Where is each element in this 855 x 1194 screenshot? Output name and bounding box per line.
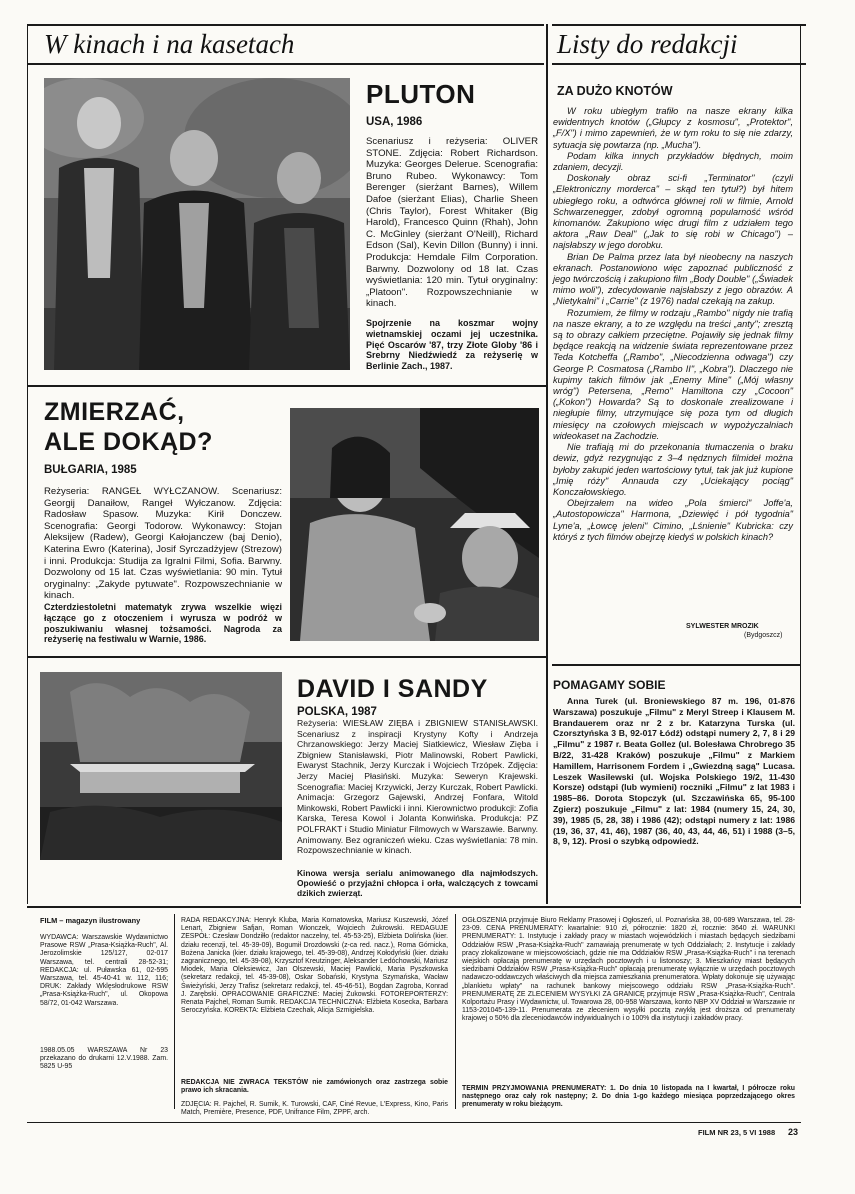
divider-right	[552, 664, 800, 666]
zmierzac-summary: Czterdziestoletni matematyk zrywa wszelkie więzi łączące go z otoczeniem i wyrusza w podróż w poszukiwaniu własnej tożsamości. Nagroda za reżyserię na festiwalu w Warnie, 1986.	[44, 602, 282, 645]
letter-paragraph: W roku ubiegłym trafiło na nasze ekrany kilka ewidentnych knotów („Głupcy z kosmosu", „Protektor", „F/X") i mimo zapewnień, że w tym roku to się nie zdarzy, sytuacja się powtarza (np. „Mucha").	[553, 106, 793, 150]
zmierzac-title-line2: ALE DOKĄD?	[44, 428, 213, 456]
david-credits: Reżyseria: WIESŁAW ZIĘBA i ZBIGNIEW STANISŁAWSKI. Scenariusz z inspiracji Krystyny Kofty i Andrzeja Chrzanowskiego: Jerzy Maciej Siatkiewicz, Wiesław Zięba i Zbigniew Stanisławski, Piotr Malinowski, Robert Pawlicki, Ewaryst Stachnik, Jerzy Kurczak i Wojciech Trzópek. Zdjęcia: Jerzy Maciej Płasiński. Muzyka: Seweryn Krajewski. Scenografia: Maciej Krzywicki, Jerzy Kurczak, Robert Pawlicki. Animacja: Grzegorz Gajewski, Andrzej Fonfara, Witold Minkowski, Robert Pawlicki i inni. Kierownictwo produkcji: Zofia Karska, Teresa Kowol i Jolanta Konwińska. Produkcja: PZ POLFRAKT i Studio Miniatur Filmowych w Warszawie. Barwny. Animowany. Bez ograniczeń wieku. Czas wyświetlania: 78 min. Rozpowszechnianie w kinach.	[297, 718, 538, 856]
top-rule-right	[552, 24, 806, 26]
page-footer-issue: FILM NR 23, 5 VI 1988	[698, 1128, 776, 1137]
david-country: POLSKA, 1987	[297, 706, 377, 718]
pomagamy-title: POMAGAMY SOBIE	[553, 678, 666, 692]
masthead-divider-1	[174, 914, 175, 1109]
david-summary: Kinowa wersja serialu animowanego dla najmłodszych. Opowieść o przyjaźni chłopca i orła, walczących z towcami dzikich zwierząt.	[297, 868, 538, 899]
zmierzac-photo	[290, 408, 539, 641]
header-rule-right	[552, 63, 806, 65]
section-title-left: W kinach i na kasetach	[44, 29, 295, 59]
letter-body	[553, 106, 793, 543]
column-divider	[546, 24, 548, 904]
masthead-photos: ZDJĘCIA: R. Pajchel, R. Sumik, K. Turowski, CAF, Ciné Revue, L'Express, Kino, Paris Match, Première, Presence, PDF, Unifrance Film, ZPPF, arch.	[181, 1101, 448, 1117]
masthead-divider-2	[455, 914, 456, 1109]
header-rule-left	[27, 63, 544, 65]
letter-signature-name: SYLWESTER MROZIK	[686, 623, 759, 630]
masthead-print-info: 1988.05.05 WARSZAWA Nr 23 przekazano do drukarni 12.V.1988. Zam. 5825 U-95	[40, 1047, 168, 1071]
zmierzac-country: BUŁGARIA, 1985	[44, 464, 137, 476]
letter-paragraph: Brian De Palma przez lata był nieobecny na naszych ekranach. Postanowiono więc zapoznać publiczność z jego twórczością i zakupiono film „Body Double" („Świadek mimo woli"), zdecydowanie najsłabszy z jego obrazów. A „Nietykalni" i „Carrie" (z 1976) nadal czekają na zakup.	[553, 251, 793, 307]
zmierzac-title-line1: ZMIERZAĆ,	[44, 398, 185, 426]
masthead-editorial-board: RADA REDAKCYJNA: Henryk Kluba, Maria Kornatowska, Mariusz Kuszewski, Józef Lenart, Zbigniew Safjan, Roman Wionczek, Wojciech Żukrowski. REDAGUJE ZESPÓŁ: Czesław Dondziłło (redaktor naczelny, tel. 45-53-25), Elżbieta Dolińska (kier. działu recenzji, tel. 45-39-09), Bogumił Drozdowski (z-ca red. nacz.), Roma Górnicka, Bożena Janicka (kier. działu krajowego, tel. 45-39-08), Andrzej Kołodyński (kier. działu zagranicznego, tel. 45-39-08), Krzysztof Kreutzinger, Aleksander Ledóchowski, Mariusz Miodek, Maria Oleksiewicz, Jan Olszewski, Maciej Pawlicki, Maria Pyszkowska (sekretarz redakcji, tel. 45-39-08), Oskar Sobański, Krystyna Szymańska, Wacław Świeżyński, Jerzy Trafisz (sekretarz redakcji, tel. 45-46-51), Bogdan Zagroba, Konrad J. Zarębski. OPRACOWANIE GRAFICZNE: Maciej Żukowski. FOTOREPORTERZY: Renata Pajchel, Roman Sumik. REDAKCJA TECHNICZNA: Elżbieta Kosecka, Barbara Seroczyńska. KOREKTA: Elżbieta Czechak, Alicja Szmigielska.	[181, 917, 448, 1015]
letter-paragraph: Rozumiem, że filmy w rodzaju „Rambo" nigdy nie trafią na nasze ekrany, a to ze względu na treści „anty"; zresztą są to obrazy całkiem przeciętne. Pojawiły się jednak filmy będące reakcją na widzenie świata reprezentowane przez Teda Kotcheffa („Rambo", „Niecodzienna odwaga") czy George P. Cosmatosa („Rambo II", „Kobra"). Dlaczego nie kupimy takich filmów jak „Enemy Mine" („Mój własny wróg") Petersena, „Remo" Hamiltona czy „Cocoon" („Kokon") Howarda? Są to doskonale zrealizowane i niegłupie filmy, utrzymujące się poza tym od długich miesięcy na czołowych miejscach w wypożyczalniach wideokaset na Zachodzie.	[553, 307, 793, 441]
zmierzac-credits: Reżyseria: RANGEŁ WYŁCZANOW. Scenariusz: Georgij Danaiłow, Rangeł Wyłczanow. Zdjęcia: Radosław Spasow. Muzyka: Kirił Donczew. Scenografia: Georgi Todorow. Wykonawcy: Stojan Aleksijew (Radew), Georgi Kałojanczew (baj Denio), Katerina Ewro (Katerina), Josif Syrczadżyjew (Strezow) i inni. Produkcja: Studija za Igralni Filmi, Sofia. Barwny. Dozwolony od 15 lat. Czas wyświetlania: 90 min. Tytuł oryginalny: „Zakyde pytuwate". Rozpowszechnianie w kinach.	[44, 486, 282, 602]
letter-paragraph: Obejrzałem na wideo „Pola śmierci" Joffe'a, „Autostopowicza" Harmona, „Dziewięć i pół tygodnia" Lyne'a, „Łowcę jeleni" Cimino, „Lśnienie" Kubricka: czy któryś z tych filmów obejrzę kiedyś w polskich kinach?	[553, 498, 793, 542]
section-title-right: Listy do redakcji	[557, 29, 738, 59]
left-border	[27, 24, 28, 904]
masthead-publisher: WYDAWCA: Warszawskie Wydawnictwo Prasowe RSW „Prasa-Książka-Ruch", Al. Jerozolimskie 125/127, 02-017 Warszawa, tel. centrali 28-52-31; REDAKCJA: ul. Puławska 61, 02-595 Warszawa, tel. 45-40-41 w. 112, 116; DRUK: Zakłady Wklęsłodrukowe RSW „Prasa-Książka-Ruch", ul. Okopowa 58/72, 01-042 Warszawa.	[40, 934, 168, 1007]
masthead-notice: REDAKCJA NIE ZWRACA TEKSTÓW nie zamówionych oraz zastrzega sobie prawo ich skracania.	[181, 1079, 448, 1095]
pluton-summary: Spojrzenie na koszmar wojny wietnamskiej oczami jej uczestnika. Pięć Oscarów '87, trzy Złote Globy '86 i Srebrny Niedźwiedź za reżyserię w Berlinie Zach., 1987.	[366, 318, 538, 372]
pomagamy-body: Anna Turek (ul. Broniewskiego 87 m. 196, 01-876 Warszawa) poszukuje „Filmu" z Meryl Streep i Klausem M. Brandauerem oraz nr 2 z br. Katarzyna Turska (ul. Czorsztyńska 3 B, 92-017 Łódź) odstąpi numery 2, 7, 8 i 29 „Filmu" z 1987 r. Beata Gollez (ul. Bolesława Chrobrego 35 B/22, 31-428 Kraków) poszukuje „Filmu" z Markiem Hamillem, Harrisonem Fordem i „Gwiezdną sagą" Lucasa. Leszek Wasilewski (ul. Wojska Polskiego 19/2, 11-430 Korsze) odstąpi (lub wymieni) roczniki „Filmu" z lat 1983 i 1985–86. Dorota Stopczyk (ul. Szczawińska 65, 95-100 Zgierz) poszukuje „Filmu" z lat: 1984 (numery 15, 24, 30, 39), 1985 (5, 28, 38) i 1986 (42); odstąpi numery z lat: 1986 (19, 36, 37, 41, 46), 1987 (36, 40, 43, 44, 46, 51) i 1988 (3–5, 8, 9, 12). Prosi o szybką odpowiedź.	[553, 696, 795, 847]
masthead-subscription-terms: TERMIN PRZYJMOWANIA PRENUMERATY: 1. Do dnia 10 listopada na I kwartał, I półrocze roku następnego oraz cały rok następny; 2. Do dnia 1-go każdego miesiąca poprzedzającego okres prenumeraty w roku bieżącym.	[462, 1085, 795, 1109]
pluton-photo	[44, 78, 350, 370]
page-number: 23	[788, 1127, 799, 1137]
divider-1	[27, 385, 546, 387]
right-border	[800, 24, 801, 904]
david-title: DAVID I SANDY	[297, 675, 488, 703]
letter-paragraph: Doskonały obraz sci-fi „Terminator" (czyli „Elektroniczny morderca" – skąd ten tytuł?) był hitem ubiegłego roku, a odtwórca głównej roli w filmie, Arnold Schwarzenegger, zdobył ogromną popularność wśród kinomanów. Zakupiono więc drugi film z udziałem tego aktora „Raw Deal" („Jak to się robi w Chicago") – najsłabszy w jego dorobku.	[553, 173, 793, 251]
letter-paragraph: Podam kilka innych przykładów błędnych, moim zdaniem, decyzji.	[553, 150, 793, 173]
pluton-title: PLUTON	[366, 79, 476, 109]
masthead-top-rule	[27, 906, 801, 908]
page-bottom-rule	[27, 1122, 801, 1123]
top-rule-left	[27, 24, 544, 26]
pluton-country: USA, 1986	[366, 116, 423, 128]
masthead-title: FILM – magazyn ilustrowany	[40, 916, 141, 925]
masthead-subscription: OGŁOSZENIA przyjmuje Biuro Reklamy Prasowej i Ogłoszeń, ul. Poznańska 38, 00-689 Warszawa, tel. 28-23-09. CENA PRENUMERATY: kwartalnie: 910 zł, półrocznie: 1820 zł, rocznie: 3640 zł. WARUNKI PRENUMERATY: 1. Instytucje i zakłady pracy w miastach wojewódzkich i miastach będących siedzibami Oddziałów RSW „Prasa-Książka-Ruch" zamawiają prenumeratę w tych Oddziałach; 2. Instytucje i zakłady pracy zlokalizowane w miejscowościach, gdzie nie ma Oddziałów RSW „Prasa-Książka-Ruch" i na terenach wiejskich opłacają prenumeratę w urzędach pocztowych i u listonoszy; 3. Mieszkańcy miast będących siedzibami Oddziałów RSW „Prasa-Książka-Ruch" opłacają prenumeratę wyłącznie w urzędach pocztowych nadawczo-oddawczych właściwych dla miejsca zamieszkania prenumeratora. Wpłaty dokonuje się używając „blankietu wpłaty" na rachunek bankowy miejscowego oddziału RSW „Prasa-Książka-Ruch". PRENUMERATĘ ZE ZLECENIEM WYSYŁKI ZA GRANICĘ przyjmuje RSW „Prasa-Książka-Ruch", Centrala Kolportażu Prasy i Wydawnictw, ul. Towarowa 28, 00-958 Warszawa, konto NBP XV Oddział w Warszawie nr 1153-201045-139-11. Prenumerata ze zleceniem wysyłki pocztą zwykłą jest droższa od prenumeraty krajowej o 50% dla zleceniodawców indywidualnych i o 100% dla instytucji i zakładów pracy.	[462, 917, 795, 1023]
divider-2	[27, 656, 546, 658]
letter-title: ZA DUŻO KNOTÓW	[557, 84, 673, 98]
letter-signature-city: (Bydgoszcz)	[744, 632, 783, 639]
pluton-credits: Scenariusz i reżyseria: OLIVER STONE. Zdjęcia: Robert Richardson. Muzyka: Georges Delerue. Scenografia: Bruno Rubeo. Wykonawcy: Tom Berenger (sierżant Barnes), Willem Dafoe (sierżant Elias), Charlie Sheen (Chris Taylor), Forest Whitaker (Big Harold), Francesco Quinn (Rhah), John C. McGinley (sierżant O'Neill), Richard Edson (Sal), Kevin Dillon (Bunny) i inni. Produkcja: Hemdale Film Corporation. Barwny. Dozwolony od 18 lat. Czas wyświetlania: 120 min. Tytuł oryginalny: „Platoon". Rozpowszechnianie w kinach.	[366, 136, 538, 310]
david-photo	[40, 672, 282, 860]
letter-paragraph: Nie trafiają mi do przekonania tłumaczenia o braku dewiz, gdyż rezygnując z 3–4 nędznych filmideł można byłoby zakupić jeden wartościowy tytuł, tak jak już kupione „Imię róży" Annauda czy „Uciekający pociąg" Konczałowskiego.	[553, 442, 793, 497]
